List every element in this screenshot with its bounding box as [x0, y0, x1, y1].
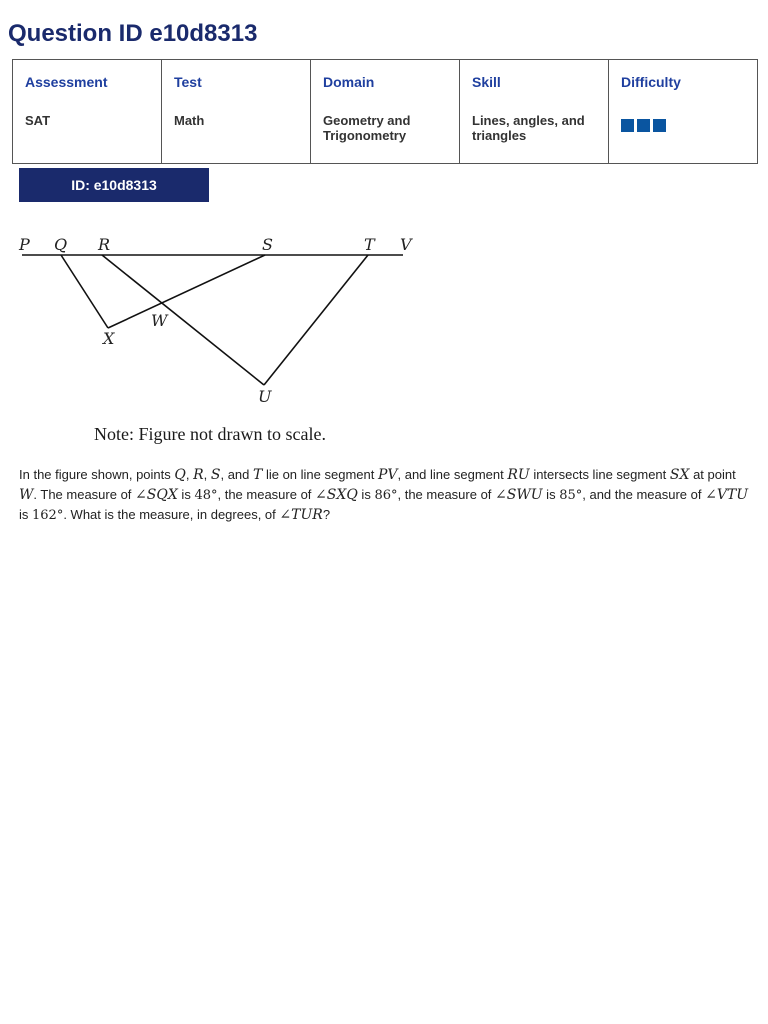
label-v: V [400, 235, 412, 254]
difficulty-indicator [621, 119, 745, 132]
segment-xs [108, 255, 265, 328]
difficulty-header: Difficulty [621, 74, 681, 90]
question-text-part: is [542, 487, 560, 502]
domain-value [323, 113, 447, 143]
point-w: W [19, 487, 34, 503]
label-t: T [364, 235, 375, 254]
segment-sx-label: SX [669, 467, 690, 483]
point-r: R [193, 467, 204, 483]
point-s: S [210, 467, 221, 483]
question-text-part: , the measure of [217, 487, 316, 502]
segment-pv-label: PV [377, 467, 398, 483]
label-s: S [262, 235, 273, 254]
geometry-figure [0, 225, 440, 415]
label-w: W [151, 311, 168, 330]
test-value: Math [174, 113, 205, 128]
question-text-part: , and the measure of [582, 487, 706, 502]
question-text-part: at point [689, 467, 736, 482]
angle-value: 85° [559, 488, 583, 503]
domain-value-line1: Geometry and [323, 113, 411, 128]
question-text-part: , and line segment [397, 467, 508, 482]
skill-cell [460, 60, 609, 164]
skill-value [472, 113, 596, 143]
label-q: Q [54, 235, 68, 254]
angle-value: 86° [374, 488, 398, 503]
domain-cell [311, 60, 460, 164]
question-text-part: lie on line segment [262, 467, 378, 482]
question-text-part: . The measure of [33, 487, 136, 502]
difficulty-bar [653, 119, 666, 132]
question-meta-table [12, 59, 758, 164]
angle-value: 162° [32, 508, 64, 523]
question-text-part: , [185, 467, 194, 482]
question-text-part: , the measure of [397, 487, 496, 502]
point-t: T [253, 467, 263, 483]
angle-value: 48° [194, 488, 218, 503]
assessment-header: Assessment [25, 74, 108, 90]
skill-header: Skill [472, 74, 501, 90]
question-text-part: . What is the measure, in degrees, of [63, 507, 280, 522]
question-text-part: , and [220, 467, 253, 482]
figure-note: Note: Figure not drawn to scale. [94, 424, 326, 444]
angle-swu: ∠SWU [495, 487, 543, 503]
question-text [19, 465, 754, 525]
question-text-part: In the figure shown, points [19, 467, 175, 482]
question-text-part: , [203, 467, 211, 482]
question-text-part: is [357, 487, 375, 502]
question-text-part: is [177, 487, 195, 502]
assessment-cell [13, 60, 162, 164]
difficulty-bar [621, 119, 634, 132]
question-text-part: is [19, 507, 32, 522]
question-text-part: intersects line segment [529, 467, 670, 482]
label-x: X [103, 329, 115, 348]
segment-qx [61, 255, 108, 328]
assessment-value: SAT [25, 113, 51, 128]
difficulty-bar [637, 119, 650, 132]
label-p: P [19, 235, 30, 254]
segment-ru-label: RU [507, 467, 530, 483]
domain-value-line2: Trigonometry [323, 128, 407, 143]
page-title: Question ID e10d8313 [8, 20, 258, 47]
angle-sqx: ∠SQX [135, 487, 178, 503]
angle-vtu: ∠VTU [705, 487, 749, 503]
angle-sxq: ∠SXQ [315, 487, 358, 503]
label-u: U [258, 387, 272, 406]
difficulty-cell [609, 60, 758, 164]
angle-tur: ∠TUR [279, 507, 323, 523]
label-r: R [98, 235, 111, 254]
test-cell [162, 60, 311, 164]
question-text-part: ? [322, 507, 331, 522]
point-q: Q [174, 467, 186, 483]
question-id-badge: ID: e10d8313 [19, 168, 209, 202]
test-header: Test [174, 74, 202, 90]
domain-header: Domain [323, 74, 375, 90]
skill-value-line2: triangles [472, 128, 527, 143]
skill-value-line1: Lines, angles, and [472, 113, 585, 128]
segment-ut [264, 255, 368, 385]
